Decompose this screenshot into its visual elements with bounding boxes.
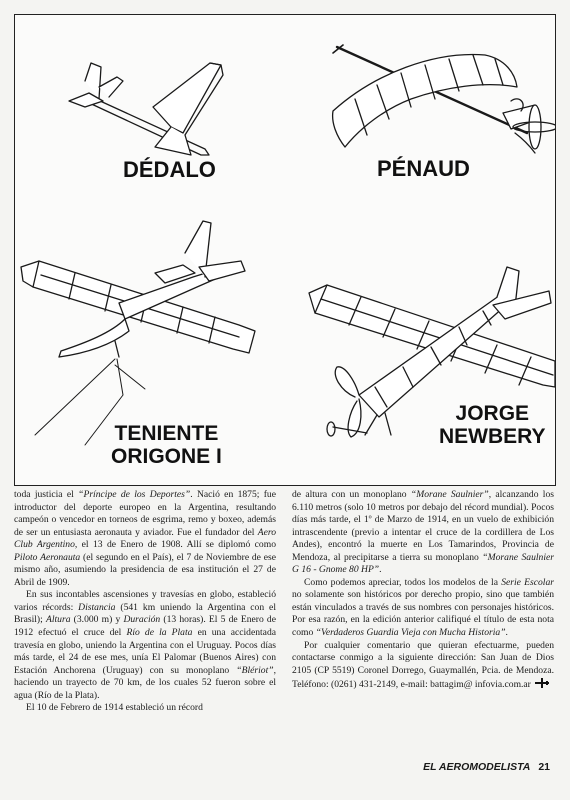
page-number: 21	[538, 761, 550, 773]
italic-text-run: Duración	[123, 614, 161, 626]
label-origone-line-2: ORIGONE I	[111, 444, 222, 468]
label-newbery-line-2: NEWBERY	[439, 424, 546, 448]
article-paragraph	[14, 489, 276, 589]
text-run: . Nació en 1875; fue introductor del deporte europeo en la Argentina, resultando campeón o vencedor en torneos de esgrima, remo y boxeo, además de ser un entusiasta aeronauta y aviador. Fue el fundador del	[14, 489, 276, 538]
article-paragraph	[292, 640, 554, 692]
label-dedalo	[123, 158, 216, 182]
article-body	[14, 489, 554, 759]
text-run: El 10 de Febrero de 1914 estableció un récord	[26, 702, 203, 714]
origone-glider-drawing	[21, 221, 255, 445]
text-run: En sus incontables ascensiones y travesías en globo, estableció varios récords:	[14, 589, 276, 613]
italic-text-run: “Príncipe de los Deportes”	[78, 489, 191, 500]
dedalo-glider-drawing	[69, 63, 223, 155]
label-origone-line-1: TENIENTE	[114, 422, 219, 445]
italic-text-run: Distancia	[78, 601, 116, 613]
penaud-planophore-drawing	[333, 45, 555, 153]
label-penaud-text: PÉNAUD	[377, 156, 470, 181]
text-run: .	[505, 627, 508, 639]
magazine-name: EL AEROMODELISTA	[423, 761, 531, 773]
article-paragraph	[292, 577, 554, 640]
text-run: de altura con un monoplano	[292, 489, 411, 500]
label-penaud	[377, 157, 470, 181]
text-run: (3.000 m) y	[70, 614, 124, 626]
text-run: , el 13 de Enero de 1908. Allí se diplomó como	[74, 539, 276, 551]
italic-text-run: Piloto Aeronauta	[14, 551, 81, 563]
text-run: , haciendo un trayecto de 70 km, de los cuales 52 fueron sobre el agua (Río de la Plata).	[14, 664, 276, 701]
italic-text-run: “Morane Saulnier”	[410, 489, 489, 500]
text-run: no solamente son históricos por derecho propio, sino que también están vinculados a través de sus nombres con personajes históricos. Por esa razón, en la edición anterior califiqué el título de esta nota como	[292, 589, 554, 639]
text-run: , alcanzando los 6.110 metros (solo 10 metros por debajo del récord mundial). Pocos días más tarde, el 1º de Marzo de 1914, en un vuelo de exhibición intrascendente (previo a intentar el cruce de la cordillera de Los Andes), encontró la muerte en Los Tamarindos, Provincia de Mendoza, al precipitarse a tierra su monoplano	[292, 489, 554, 563]
text-run: toda justicia el	[14, 489, 79, 500]
italic-text-run: “Verdaderos Guardia Vieja con Mucha Historia”	[315, 627, 506, 639]
label-origone	[111, 423, 222, 468]
article-paragraph	[292, 489, 554, 577]
italic-text-run: Aero Club Argentino	[14, 526, 276, 551]
text-run: (13 horas). El 5 de Enero de 1912 efectuó el cruce del	[14, 614, 276, 639]
label-newbery	[439, 403, 546, 448]
model-planes-illustration	[14, 14, 556, 486]
text-run: .	[379, 564, 382, 576]
article-column-right	[292, 489, 554, 692]
italic-text-run: Río de la Plata	[126, 627, 193, 639]
italic-text-run: Altura	[45, 614, 71, 626]
text-run: Como podemos apreciar, todos los modelos de la	[304, 576, 502, 588]
article-paragraph	[14, 589, 276, 702]
text-run: en una accidentada travesía en globo, uniendo la Argentina con el Uruguay. Pocos días más tarde, el 24 de ese mes, unía El Palomar (Buenos Aires) con Estación Anchorena (Uruguay) con su monoplano	[14, 627, 276, 676]
text-run: (541 km uniendo la Argentina con el Brasil);	[14, 601, 276, 626]
end-of-article-airplane-icon	[534, 677, 550, 689]
page-footer	[423, 761, 550, 773]
italic-text-run: “Blériot”	[236, 664, 274, 676]
label-newbery-line-1: JORGE	[455, 402, 530, 425]
article-column-left	[14, 489, 276, 715]
italic-text-run: “Morane Saulnier G 16 - Gnome 80 HP”	[292, 551, 554, 576]
text-run: Por cualquier comentario que quieran efectuarme, pueden contactarse conmigo a la siguiente dirección: San Juan de Dios 2105 (CP 5519) Coronel Dorrego, Guaymallén, Pcia. de Mendoza. Teléfono: (0261) 431-2149, e-mail: battagim@ infovia.com.ar	[292, 639, 554, 691]
italic-text-run: Serie Escolar	[501, 576, 554, 588]
text-run: (el segundo en el País), el 7 de Noviembre de ese mismo año, asumiendo la presidencia de esa institución el 27 de Abril de 1909.	[14, 551, 276, 588]
label-dedalo-text: DÉDALO	[123, 157, 216, 182]
article-paragraph	[14, 702, 276, 715]
